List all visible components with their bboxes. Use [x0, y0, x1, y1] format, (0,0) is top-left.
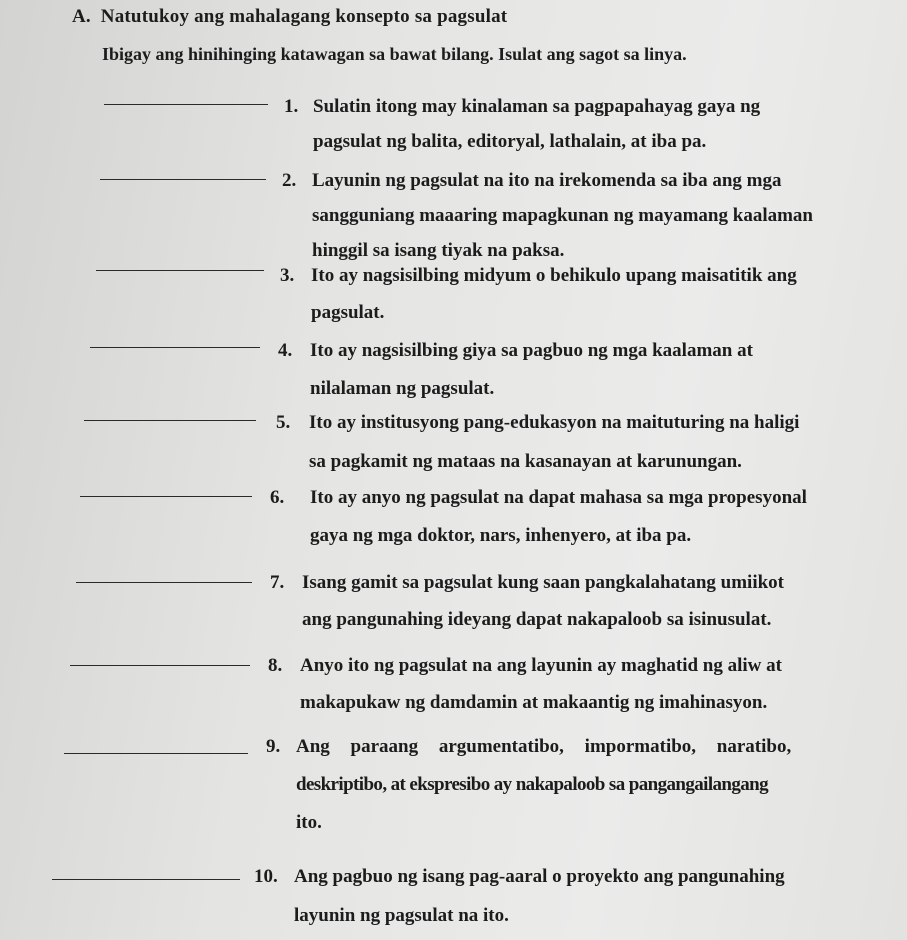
question-line: Anyo ito ng pagsulat na ang layunin ay maghatid ng aliw at [300, 655, 782, 676]
answer-blank-10[interactable] [52, 879, 240, 880]
question-line: pagsulat. [311, 302, 385, 323]
question-line: sa pagkamit ng mataas na kasanayan at karunungan. [309, 451, 742, 472]
question-line: Sulatin itong may kinalaman sa pagpapahayag gaya ng [313, 96, 761, 117]
question-number-3: 3. [280, 265, 295, 286]
question-number-4: 4. [278, 340, 293, 361]
question-line: Ang paraang argumentatibo, impormatibo, naratibo, [296, 736, 792, 757]
instructions: Ibigay ang hinihinging katawagan sa bawat bilang. Isulat ang sagot sa linya. [102, 44, 687, 64]
question-line: ang pangunahing ideyang dapat nakapaloob sa isinusulat. [302, 609, 772, 630]
answer-blank-3[interactable] [96, 270, 264, 271]
question-line: layunin ng pagsulat na ito. [294, 905, 509, 926]
question-number-2: 2. [282, 170, 297, 191]
question-line: hinggil sa isang tiyak na paksa. [312, 240, 565, 261]
answer-blank-6[interactable] [80, 496, 252, 497]
answer-blank-2[interactable] [100, 179, 266, 180]
answer-blank-1[interactable] [104, 104, 268, 105]
answer-blank-7[interactable] [76, 582, 252, 583]
question-line: makapukaw ng damdamin at makaantig ng imahinasyon. [300, 692, 768, 713]
question-line: Layunin ng pagsulat na ito na irekomenda sa iba ang mga [312, 170, 782, 191]
answer-blank-4[interactable] [90, 347, 260, 348]
question-number-7: 7. [270, 572, 285, 593]
question-number-8: 8. [268, 655, 283, 676]
question-line: deskriptibo, at ekspresibo ay nakapaloob sa pangangailangang [296, 774, 769, 795]
question-number-1: 1. [284, 96, 299, 117]
answer-blank-5[interactable] [84, 420, 256, 421]
question-line: gaya ng mga doktor, nars, inhenyero, at iba pa. [310, 525, 692, 546]
question-number-10: 10. [254, 866, 278, 887]
question-number-5: 5. [276, 412, 291, 433]
question-line: Ito ay institusyong pang-edukasyon na maituturing na haligi [309, 412, 800, 433]
question-number-6: 6. [270, 487, 285, 508]
question-line: Ito ay nagsisilbing midyum o behikulo upang maisatitik ang [311, 265, 797, 286]
question-line: nilalaman ng pagsulat. [310, 378, 495, 399]
question-line: pagsulat ng balita, editoryal, lathalain, at iba pa. [313, 131, 707, 152]
section-title-text: Natutukoy ang mahalagang konsepto sa pagsulat [100, 6, 508, 27]
question-line: ito. [296, 812, 322, 833]
question-line: Ito ay anyo ng pagsulat na dapat mahasa sa mga propesyonal [310, 487, 807, 508]
question-line: Ang pagbuo ng isang pag-aaral o proyekto ang pangunahing [294, 866, 785, 887]
answer-blank-8[interactable] [70, 665, 250, 666]
question-line: Isang gamit sa pagsulat kung saan pangkalahatang umiikot [302, 572, 785, 593]
question-number-9: 9. [266, 736, 281, 757]
question-line: Ito ay nagsisilbing giya sa pagbuo ng mga kaalaman at [310, 340, 753, 361]
section-letter: A. [72, 6, 91, 27]
answer-blank-9[interactable] [64, 753, 248, 754]
question-line: sangguniang maaaring mapagkunan ng mayamang kaalaman [312, 205, 813, 226]
